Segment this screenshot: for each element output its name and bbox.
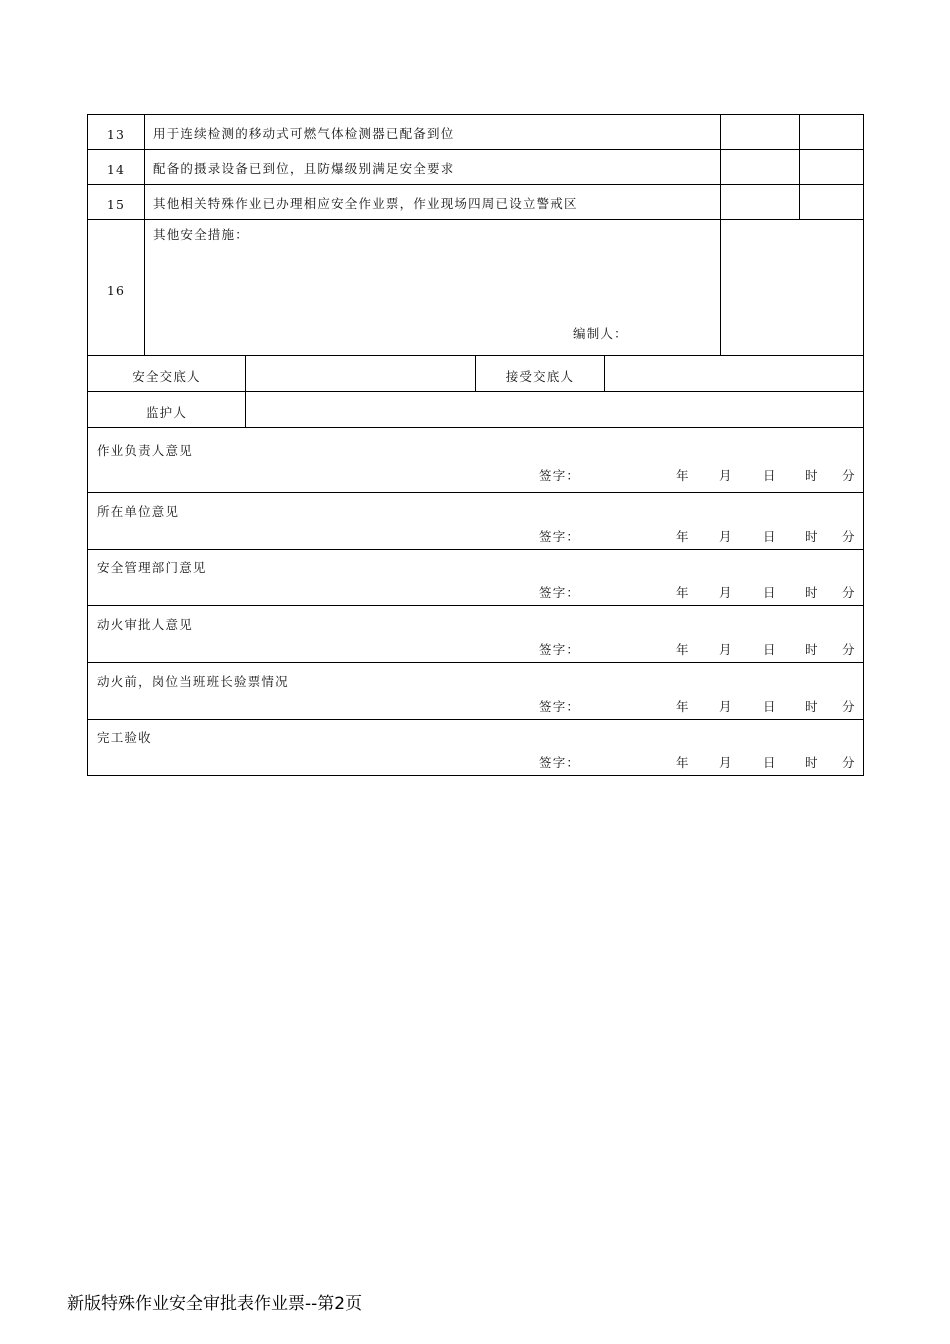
col-divider [604, 355, 605, 391]
year-label: 年 [676, 529, 690, 544]
minute-label: 分 [842, 642, 856, 657]
year-label: 年 [676, 755, 690, 770]
month-label: 月 [719, 468, 733, 483]
hour-label: 时 [805, 468, 819, 483]
row-divider [87, 549, 864, 550]
row-divider [87, 492, 864, 493]
briefing-receiver-label: 接受交底人 [505, 369, 575, 384]
minute-label: 分 [842, 585, 856, 600]
opinion-title: 完工验收 [97, 730, 152, 745]
opinion-title: 动火前，岗位当班班长验票情况 [97, 674, 289, 689]
col-divider [799, 114, 800, 219]
other-measures-label: 其他安全措施： [153, 227, 249, 242]
row-divider [87, 427, 864, 428]
row-divider [87, 184, 864, 185]
month-label: 月 [719, 585, 733, 600]
day-label: 日 [763, 585, 777, 600]
row-divider [87, 605, 864, 606]
hour-label: 时 [805, 642, 819, 657]
day-label: 日 [763, 699, 777, 714]
opinion-title: 动火审批人意见 [97, 617, 193, 632]
row-number: 14 [106, 162, 126, 177]
day-label: 日 [763, 529, 777, 544]
hour-label: 时 [805, 755, 819, 770]
signature-label: 签字： [539, 468, 581, 483]
minute-label: 分 [842, 755, 856, 770]
year-label: 年 [676, 699, 690, 714]
opinion-title: 安全管理部门意见 [97, 560, 207, 575]
row-divider [87, 391, 864, 392]
day-label: 日 [763, 468, 777, 483]
year-label: 年 [676, 642, 690, 657]
opinion-title: 作业负责人意见 [97, 443, 193, 458]
measure-text: 配备的摄录设备已到位，且防爆级别满足安全要求 [153, 161, 455, 176]
minute-label: 分 [842, 529, 856, 544]
opinion-title: 所在单位意见 [97, 504, 180, 519]
measure-text: 用于连续检测的移动式可燃气体检测器已配备到位 [153, 126, 455, 141]
page-footer: 新版特殊作业安全审批表作业票--第2页 [67, 1294, 363, 1314]
signature-label: 签字： [539, 529, 581, 544]
day-label: 日 [763, 642, 777, 657]
minute-label: 分 [842, 699, 856, 714]
signature-label: 签字： [539, 585, 581, 600]
month-label: 月 [719, 699, 733, 714]
guardian-label: 监护人 [145, 405, 188, 420]
hour-label: 时 [805, 585, 819, 600]
month-label: 月 [719, 642, 733, 657]
signature-label: 签字： [539, 699, 581, 714]
hour-label: 时 [805, 699, 819, 714]
row-divider [87, 719, 864, 720]
minute-label: 分 [842, 468, 856, 483]
signature-label: 签字： [539, 642, 581, 657]
day-label: 日 [763, 755, 777, 770]
row-number: 15 [106, 197, 126, 212]
row-divider [87, 662, 864, 663]
row-divider [87, 149, 864, 150]
col-divider [720, 114, 721, 355]
year-label: 年 [676, 585, 690, 600]
col-divider [245, 355, 246, 427]
compiler-label: 编制人： [573, 326, 628, 341]
year-label: 年 [676, 468, 690, 483]
safety-briefer-label: 安全交底人 [132, 369, 201, 384]
row-number: 13 [106, 127, 126, 142]
col-divider [144, 114, 145, 355]
row-number: 16 [106, 283, 126, 298]
month-label: 月 [719, 755, 733, 770]
hour-label: 时 [805, 529, 819, 544]
measure-text: 其他相关特殊作业已办理相应安全作业票，作业现场四周已设立警戒区 [153, 196, 578, 211]
month-label: 月 [719, 529, 733, 544]
row-divider [87, 219, 864, 220]
signature-label: 签字： [539, 755, 581, 770]
